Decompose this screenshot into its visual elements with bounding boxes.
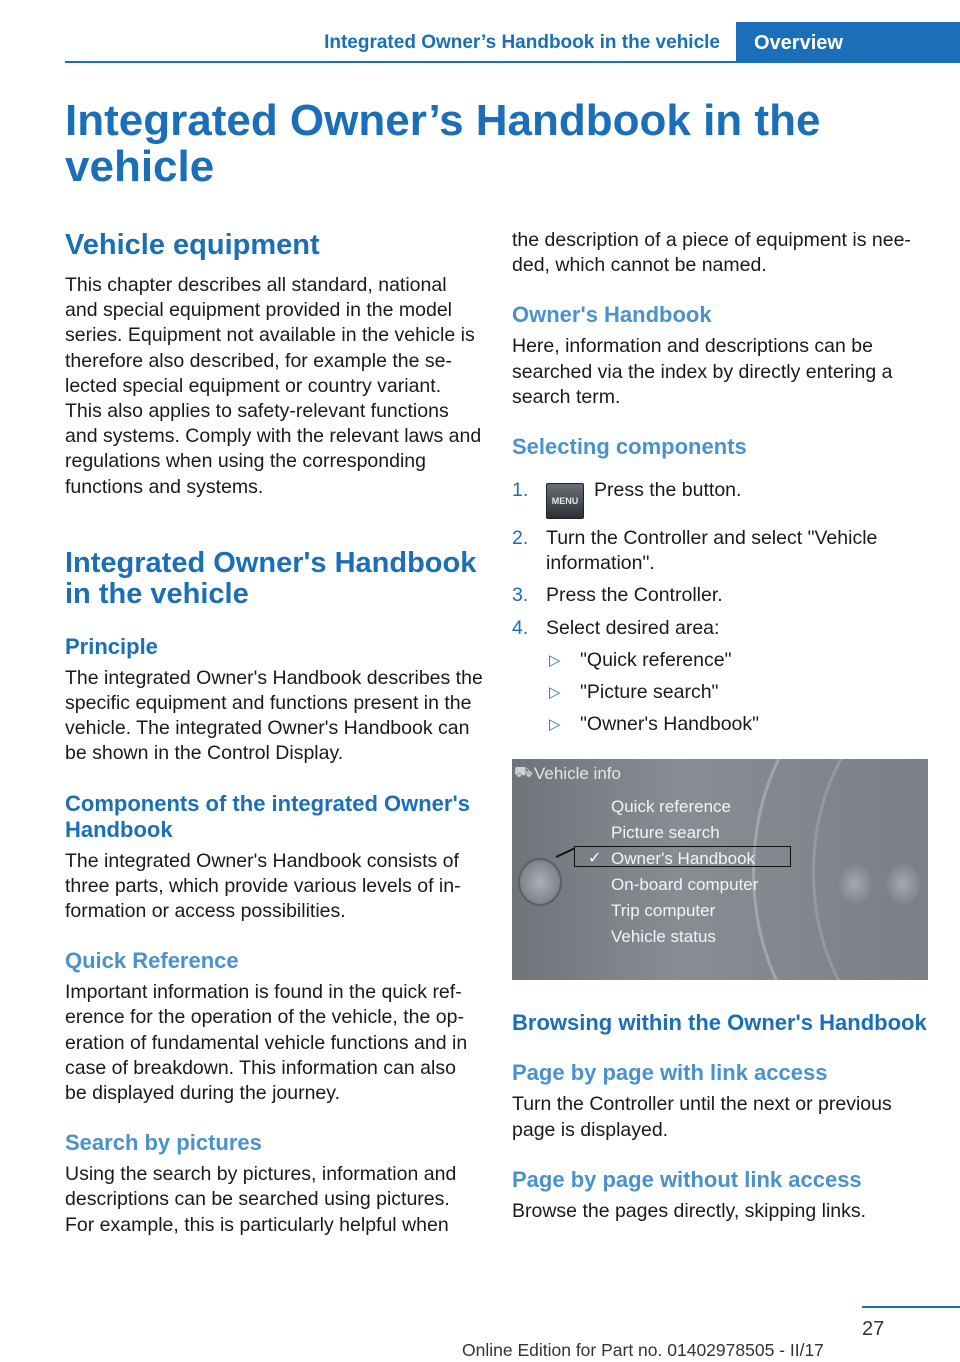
selection-connector xyxy=(556,848,575,858)
heading-with-link: Page by page with link access xyxy=(512,1060,828,1086)
bullet-icon: ▷ xyxy=(549,684,561,702)
step-item xyxy=(512,583,932,608)
screen-menu-item: Picture search xyxy=(611,823,720,843)
heading-selecting-components: Selecting components xyxy=(512,434,747,460)
components-text: The integrated Owner's Handbook consists of three parts, which provide various levels of information or access possibilities. xyxy=(65,849,461,923)
control-display-screenshot xyxy=(512,759,928,980)
heading-owners-handbook: Owner's Handbook xyxy=(512,302,712,328)
edition-note: Online Edition for Part no. 01402978505 - II/17 xyxy=(462,1340,824,1360)
sub-item-text: "Owner's Handbook" xyxy=(580,713,760,736)
quick-reference-text: Important information is found in the quick reference for the operation of the vehicle, the operation of fundamental vehicle functions and in case of breakdown. This information can also be displayed during the journey. xyxy=(65,981,468,1105)
step-text: Press the button. xyxy=(594,479,742,502)
heading-principle: Principle xyxy=(65,633,158,659)
page-title: Integrated Owner’s Handbook in the vehicle xyxy=(65,96,821,191)
running-header-tab: Overview xyxy=(736,22,960,63)
page-number: 27 xyxy=(862,1318,885,1340)
sub-item xyxy=(512,648,932,673)
without-link-text: Browse the pages directly, skipping links. xyxy=(512,1199,867,1222)
sub-item-text: "Quick reference" xyxy=(580,648,732,671)
heading-search-pictures: Search by pictures xyxy=(65,1130,262,1156)
heading-components: Components of the integrated Owner's Handbook xyxy=(65,790,470,842)
heading-browsing: Browsing within the Owner's Handbook xyxy=(512,1010,927,1036)
step-text: Select desired area: xyxy=(546,616,720,639)
screen-menu-item: Quick reference xyxy=(611,797,731,817)
step-item xyxy=(512,526,932,576)
check-icon: ✓ xyxy=(588,850,602,868)
heading-quick-reference: Quick Reference xyxy=(65,948,239,974)
principle-text: The integrated Owner's Handbook describes the specific equipment and functions present in the vehicle. The integrated Owner's Handbook can be shown in the Control Display. xyxy=(65,666,483,765)
menu-button-icon: MENU xyxy=(546,483,584,519)
heading-vehicle-equipment: Vehicle equipment xyxy=(65,229,320,261)
owners-handbook-text: Here, information and descriptions can be searched via the index by directly entering a search term. xyxy=(512,335,893,408)
steps-list xyxy=(512,478,932,737)
car-icon: ⛟ xyxy=(514,764,533,782)
heading-integrated-handbook: Integrated Owner's Handbook in the vehicle xyxy=(65,546,477,610)
heading-without-link: Page by page without link access xyxy=(512,1166,862,1192)
vehicle-equipment-text: This chapter describes all standard, national and special equipment provided in the model series. Equipment not available in the vehicle is therefore also described, for example the selected special equipment or country variant. This also applies to safety-relevant functions and systems. Comply with the relevant laws and regulations when using the corresponding functions and systems. xyxy=(65,274,482,498)
screen-menu-item-selected: Owner's Handbook xyxy=(611,849,756,869)
step-number: 3. xyxy=(512,584,529,607)
step-number: 1. xyxy=(512,479,529,502)
running-header-section: Integrated Owner’s Handbook in the vehicle xyxy=(324,32,720,53)
bullet-icon: ▷ xyxy=(549,651,561,669)
sub-item xyxy=(512,680,932,705)
screen-menu-item: On-board computer xyxy=(611,875,759,895)
step-item xyxy=(512,478,932,519)
screen-menu-item: Vehicle status xyxy=(611,927,716,947)
bullet-icon: ▷ xyxy=(549,716,561,734)
footer-rule xyxy=(862,1306,960,1308)
controller-knob-icon xyxy=(518,858,562,906)
with-link-text: Turn the Controller until the next or previous page is displayed. xyxy=(512,1093,892,1141)
step-text: Turn the Controller and select "Vehicle information". xyxy=(546,527,878,575)
right-column xyxy=(512,228,932,1224)
step-item xyxy=(512,616,932,641)
continued-text: the description of a piece of equipment is needed, which cannot be named. xyxy=(512,229,911,277)
left-column xyxy=(65,228,483,1238)
step-number: 2. xyxy=(512,527,529,550)
search-pictures-text: Using the search by pictures, information and descriptions can be searched using pictures. For example, this is particularly helpful when xyxy=(65,1163,457,1236)
sub-item xyxy=(512,712,932,737)
step-text: Press the Controller. xyxy=(546,584,723,607)
screen-title: Vehicle info xyxy=(534,764,621,784)
sub-item-text: "Picture search" xyxy=(580,681,719,704)
header-rule xyxy=(65,61,960,63)
step-number: 4. xyxy=(512,616,529,639)
screen-menu-item: Trip computer xyxy=(611,901,716,921)
